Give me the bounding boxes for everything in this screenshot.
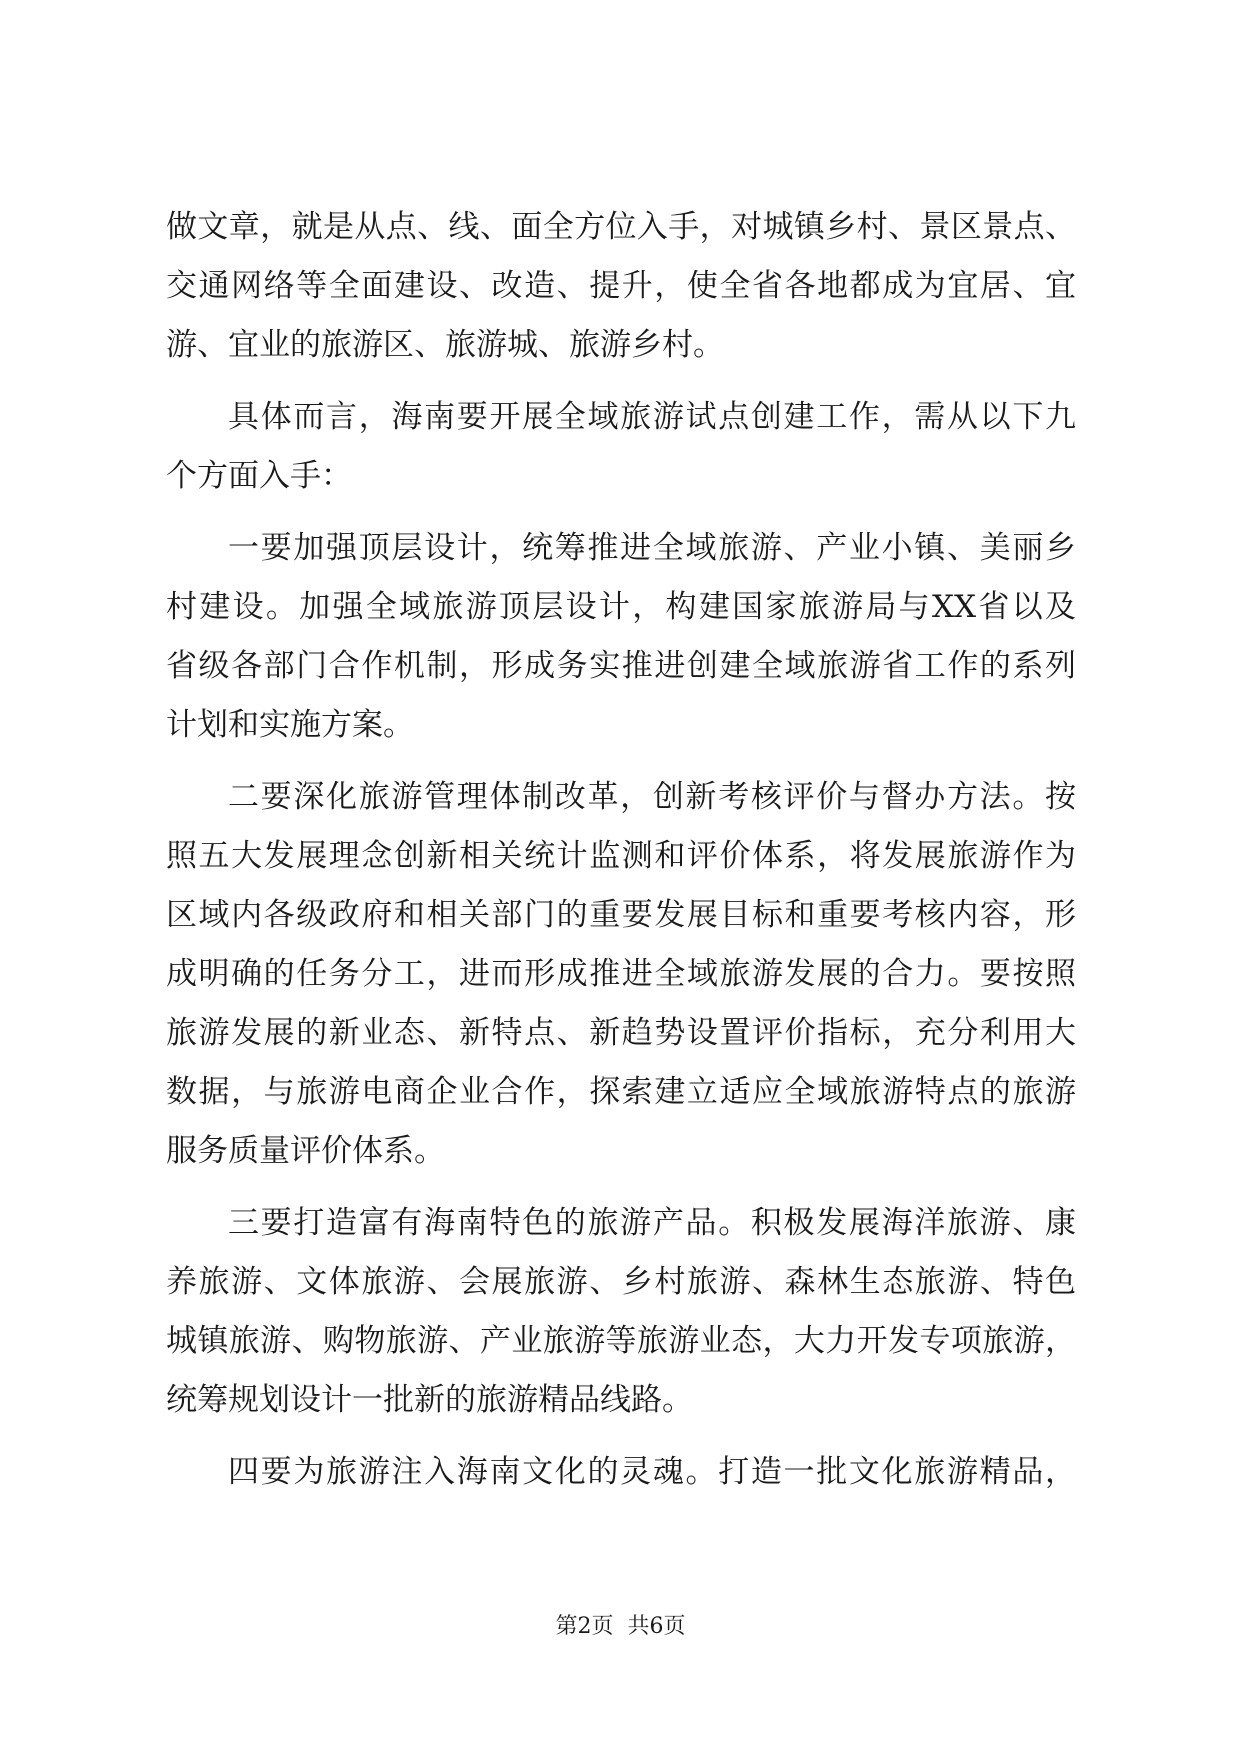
paragraph [166,388,1076,506]
text-line: 区域内各级政府和相关部门的重要发展目标和重要考核内容，形 [166,897,1076,933]
text-line: 服务质量评价体系。 [166,1133,445,1169]
text-line: 村建设。加强全域旅游顶层设计，构建国家旅游局与XX省以及 [166,589,1076,625]
paragraph [166,768,1076,1181]
text-line: 四要为旅游注入海南文化的灵魂。打造一批文化旅游精品， [228,1454,1076,1490]
text-line: 一要加强顶层设计，统筹推进全域旅游、产业小镇、美丽乡 [228,530,1076,566]
text-line: 游、宜业的旅游区、旅游城、旅游乡村。 [166,327,724,363]
text-line: 三要打造富有海南特色的旅游产品。积极发展海洋旅游、康 [228,1205,1076,1241]
text-line: 具体而言，海南要开展全域旅游试点创建工作，需从以下九 [228,399,1076,435]
text-line: 数据，与旅游电商企业合作，探索建立适应全域旅游特点的旅游 [166,1074,1076,1110]
text-line: 个方面入手： [166,458,352,494]
document-body [166,198,1076,1502]
page-number: 第2页 [555,1614,614,1639]
text-line: 计划和实施方案。 [166,707,414,743]
text-line: 成明确的任务分工，进而形成推进全域旅游发展的合力。要按照 [166,956,1076,992]
text-line: 做文章，就是从点、线、面全方位入手，对城镇乡村、景区景点、 [166,209,1076,245]
paragraph [166,1194,1076,1430]
paragraph [166,1443,1076,1502]
paragraph [166,519,1076,755]
page-footer [0,1612,1241,1642]
text-line: 交通网络等全面建设、改造、提升，使全省各地都成为宜居、宜 [166,268,1076,304]
text-line: 二要深化旅游管理体制改革，创新考核评价与督办方法。按 [228,779,1076,815]
text-line: 养旅游、文体旅游、会展旅游、乡村旅游、森林生态旅游、特色 [166,1264,1076,1300]
text-line: 省级各部门合作机制，形成务实推进创建全域旅游省工作的系列 [166,648,1076,684]
text-line: 统筹规划设计一批新的旅游精品线路。 [166,1382,693,1418]
text-line: 城镇旅游、购物旅游、产业旅游等旅游业态，大力开发专项旅游， [166,1323,1076,1359]
page-total: 共6页 [627,1614,686,1639]
paragraph [166,198,1076,375]
text-line: 照五大发展理念创新相关统计监测和评价体系，将发展旅游作为 [166,838,1076,874]
text-line: 旅游发展的新业态、新特点、新趋势设置评价指标，充分利用大 [166,1015,1076,1051]
